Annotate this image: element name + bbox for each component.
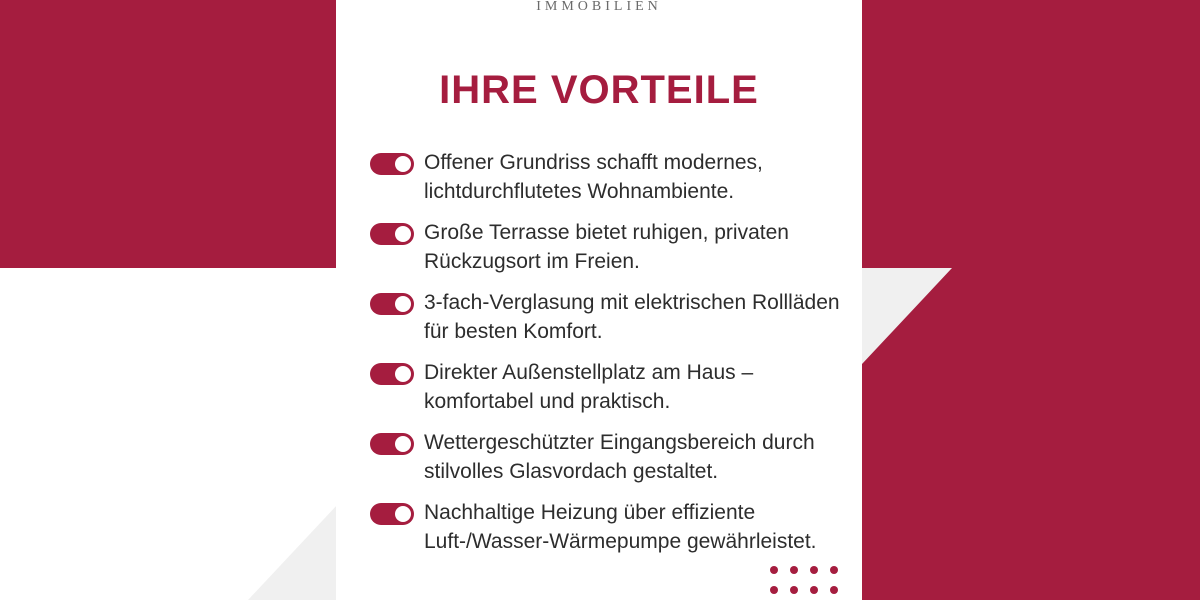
toggle-icon bbox=[370, 293, 414, 315]
list-item bbox=[344, 428, 854, 486]
benefit-text: Große Terrasse bietet ruhigen, privaten Rückzugsort im Freien. bbox=[424, 221, 789, 273]
benefit-text: Direkter Außenstellplatz am Haus – komfortabel und praktisch. bbox=[424, 361, 754, 413]
toggle-icon bbox=[370, 223, 414, 245]
left-color-band bbox=[0, 0, 336, 268]
dot-grid-decoration bbox=[770, 566, 850, 600]
decorative-triangle-right bbox=[862, 268, 952, 364]
toggle-icon bbox=[370, 363, 414, 385]
brand-name: IMMOBILIEN bbox=[536, 0, 662, 14]
benefit-text: 3-fach-Verglasung mit elektrischen Rollläden für besten Komfort. bbox=[424, 291, 840, 343]
page-title: IHRE VORTEILE bbox=[439, 68, 759, 112]
toggle-icon bbox=[370, 503, 414, 525]
decorative-triangle-left bbox=[248, 504, 338, 600]
benefits-list bbox=[344, 148, 854, 568]
benefit-text: Nachhaltige Heizung über effiziente Luft-/Wasser-Wärmepumpe gewährleistet. bbox=[424, 501, 817, 553]
list-item bbox=[344, 218, 854, 276]
benefit-text: Offener Grundriss schafft modernes, lichtdurchflutetes Wohnambiente. bbox=[424, 151, 763, 203]
list-item bbox=[344, 498, 854, 556]
toggle-icon bbox=[370, 433, 414, 455]
list-item bbox=[344, 288, 854, 346]
toggle-icon bbox=[370, 153, 414, 175]
list-item bbox=[344, 358, 854, 416]
benefit-text: Wettergeschützter Eingangsbereich durch stilvolles Glasvordach gestaltet. bbox=[424, 431, 815, 483]
list-item bbox=[344, 148, 854, 206]
content-card bbox=[336, 0, 862, 600]
